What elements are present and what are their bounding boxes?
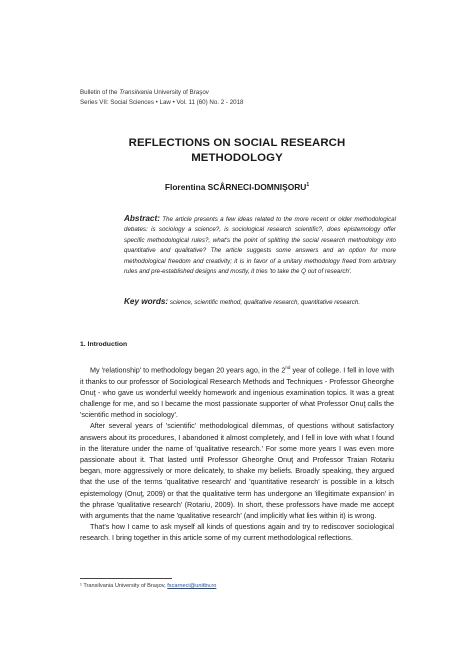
body-text bbox=[80, 362, 394, 544]
paragraph-3: That's how I came to ask myself all kinds of questions again and try to rediscover sociological research. I bring together in this article some of my current methodological reflections. bbox=[80, 522, 394, 543]
footnote-divider bbox=[80, 578, 172, 579]
footnote-email-link[interactable]: fscarneci@unitbv.ro bbox=[167, 583, 217, 589]
journal-suffix: University of Braşov bbox=[152, 89, 209, 96]
journal-italic: Transilvania bbox=[119, 89, 153, 96]
journal-line-2: Series VII: Social Sciences • Law • Vol. 11 (60) No. 2 - 2018 bbox=[80, 99, 244, 106]
section-heading: 1. Introduction bbox=[80, 341, 128, 348]
footnote-text: ¹ Transilvania University of Braşov, bbox=[80, 583, 168, 589]
paragraph-2: After several years of 'scientific' methodological dilemmas, of questions without satisfactory answers about its procedures, I abandoned it almost completely, and I fell in love with what I found in the literature under the name of 'qualitative research.' For some more years I was even more passionate about it. That lasted until Professor Gheorghe Onuţ and Professor Traian Rotariu began, more aggressively or more delicately, to shake my beliefs. Broadly speaking, they argued that the use of the terms 'qualitative research' and 'quantitative research' is possible in a kitsch epistemology (Onuţ, 2009) or that the qualitative term has undergone an 'illegitimate expansion' in the phrase 'qualitative research' (Rotariu, 2009). In short, these professors have made me accept with arguments that the name 'qualitative research' (and implicitly what lies within it) is wrong. bbox=[80, 421, 394, 521]
footnote bbox=[80, 583, 216, 589]
abstract-label: Abstract: bbox=[124, 214, 160, 223]
para1-part-b: year of college. I fell in love with it thanks to our professor of Sociological Research Methods and Techniques - Professor Gheorghe Onuţ - who gave us wonderful weekly homework and ingenious examination topics. It was a great challenge for me, and so I became the most passionate supporter of what Professor Onuţ calls the 'scientific method in sociology'. bbox=[80, 365, 394, 420]
author-name bbox=[0, 182, 474, 192]
abstract-block bbox=[124, 214, 396, 277]
paper-title bbox=[0, 136, 474, 166]
para1-part-a: My 'relationship' to methodology began 20 years ago, in the 2 bbox=[90, 365, 286, 375]
author-footnote-mark: 1 bbox=[306, 182, 310, 189]
title-line-1: REFLECTIONS ON SOCIAL RESEARCH bbox=[128, 137, 346, 149]
keywords-label: Key words: bbox=[124, 297, 169, 306]
ordinal-superscript: nd bbox=[285, 365, 291, 370]
keywords-text: science, scientific method, qualitative research, quantitative research. bbox=[169, 299, 361, 306]
journal-header bbox=[80, 88, 243, 108]
paragraph-1 bbox=[80, 362, 394, 420]
abstract-text: The article presents a few ideas related to the more recent or older methodological debates: is sociology a science?, is sociological research scientific?, does epistemology offer specific methodological rules?, what's the point of splitting the social research methodology into quantitative and qualitative? The article suggests some answers and an option for more methodological freedom and creativity; it is in favor of a unitary methodology freed from arbitrary rules and pre-established designs and mostly, it tries 'to take the Q out of research'. bbox=[124, 216, 396, 276]
author-text: Florentina SCÂRNECI-DOMNIŞORU bbox=[164, 182, 307, 192]
journal-prefix: Bulletin of the bbox=[80, 89, 120, 96]
journal-line-1 bbox=[80, 88, 243, 98]
keywords-block bbox=[124, 297, 396, 308]
title-line-2: METHODOLOGY bbox=[191, 152, 283, 164]
